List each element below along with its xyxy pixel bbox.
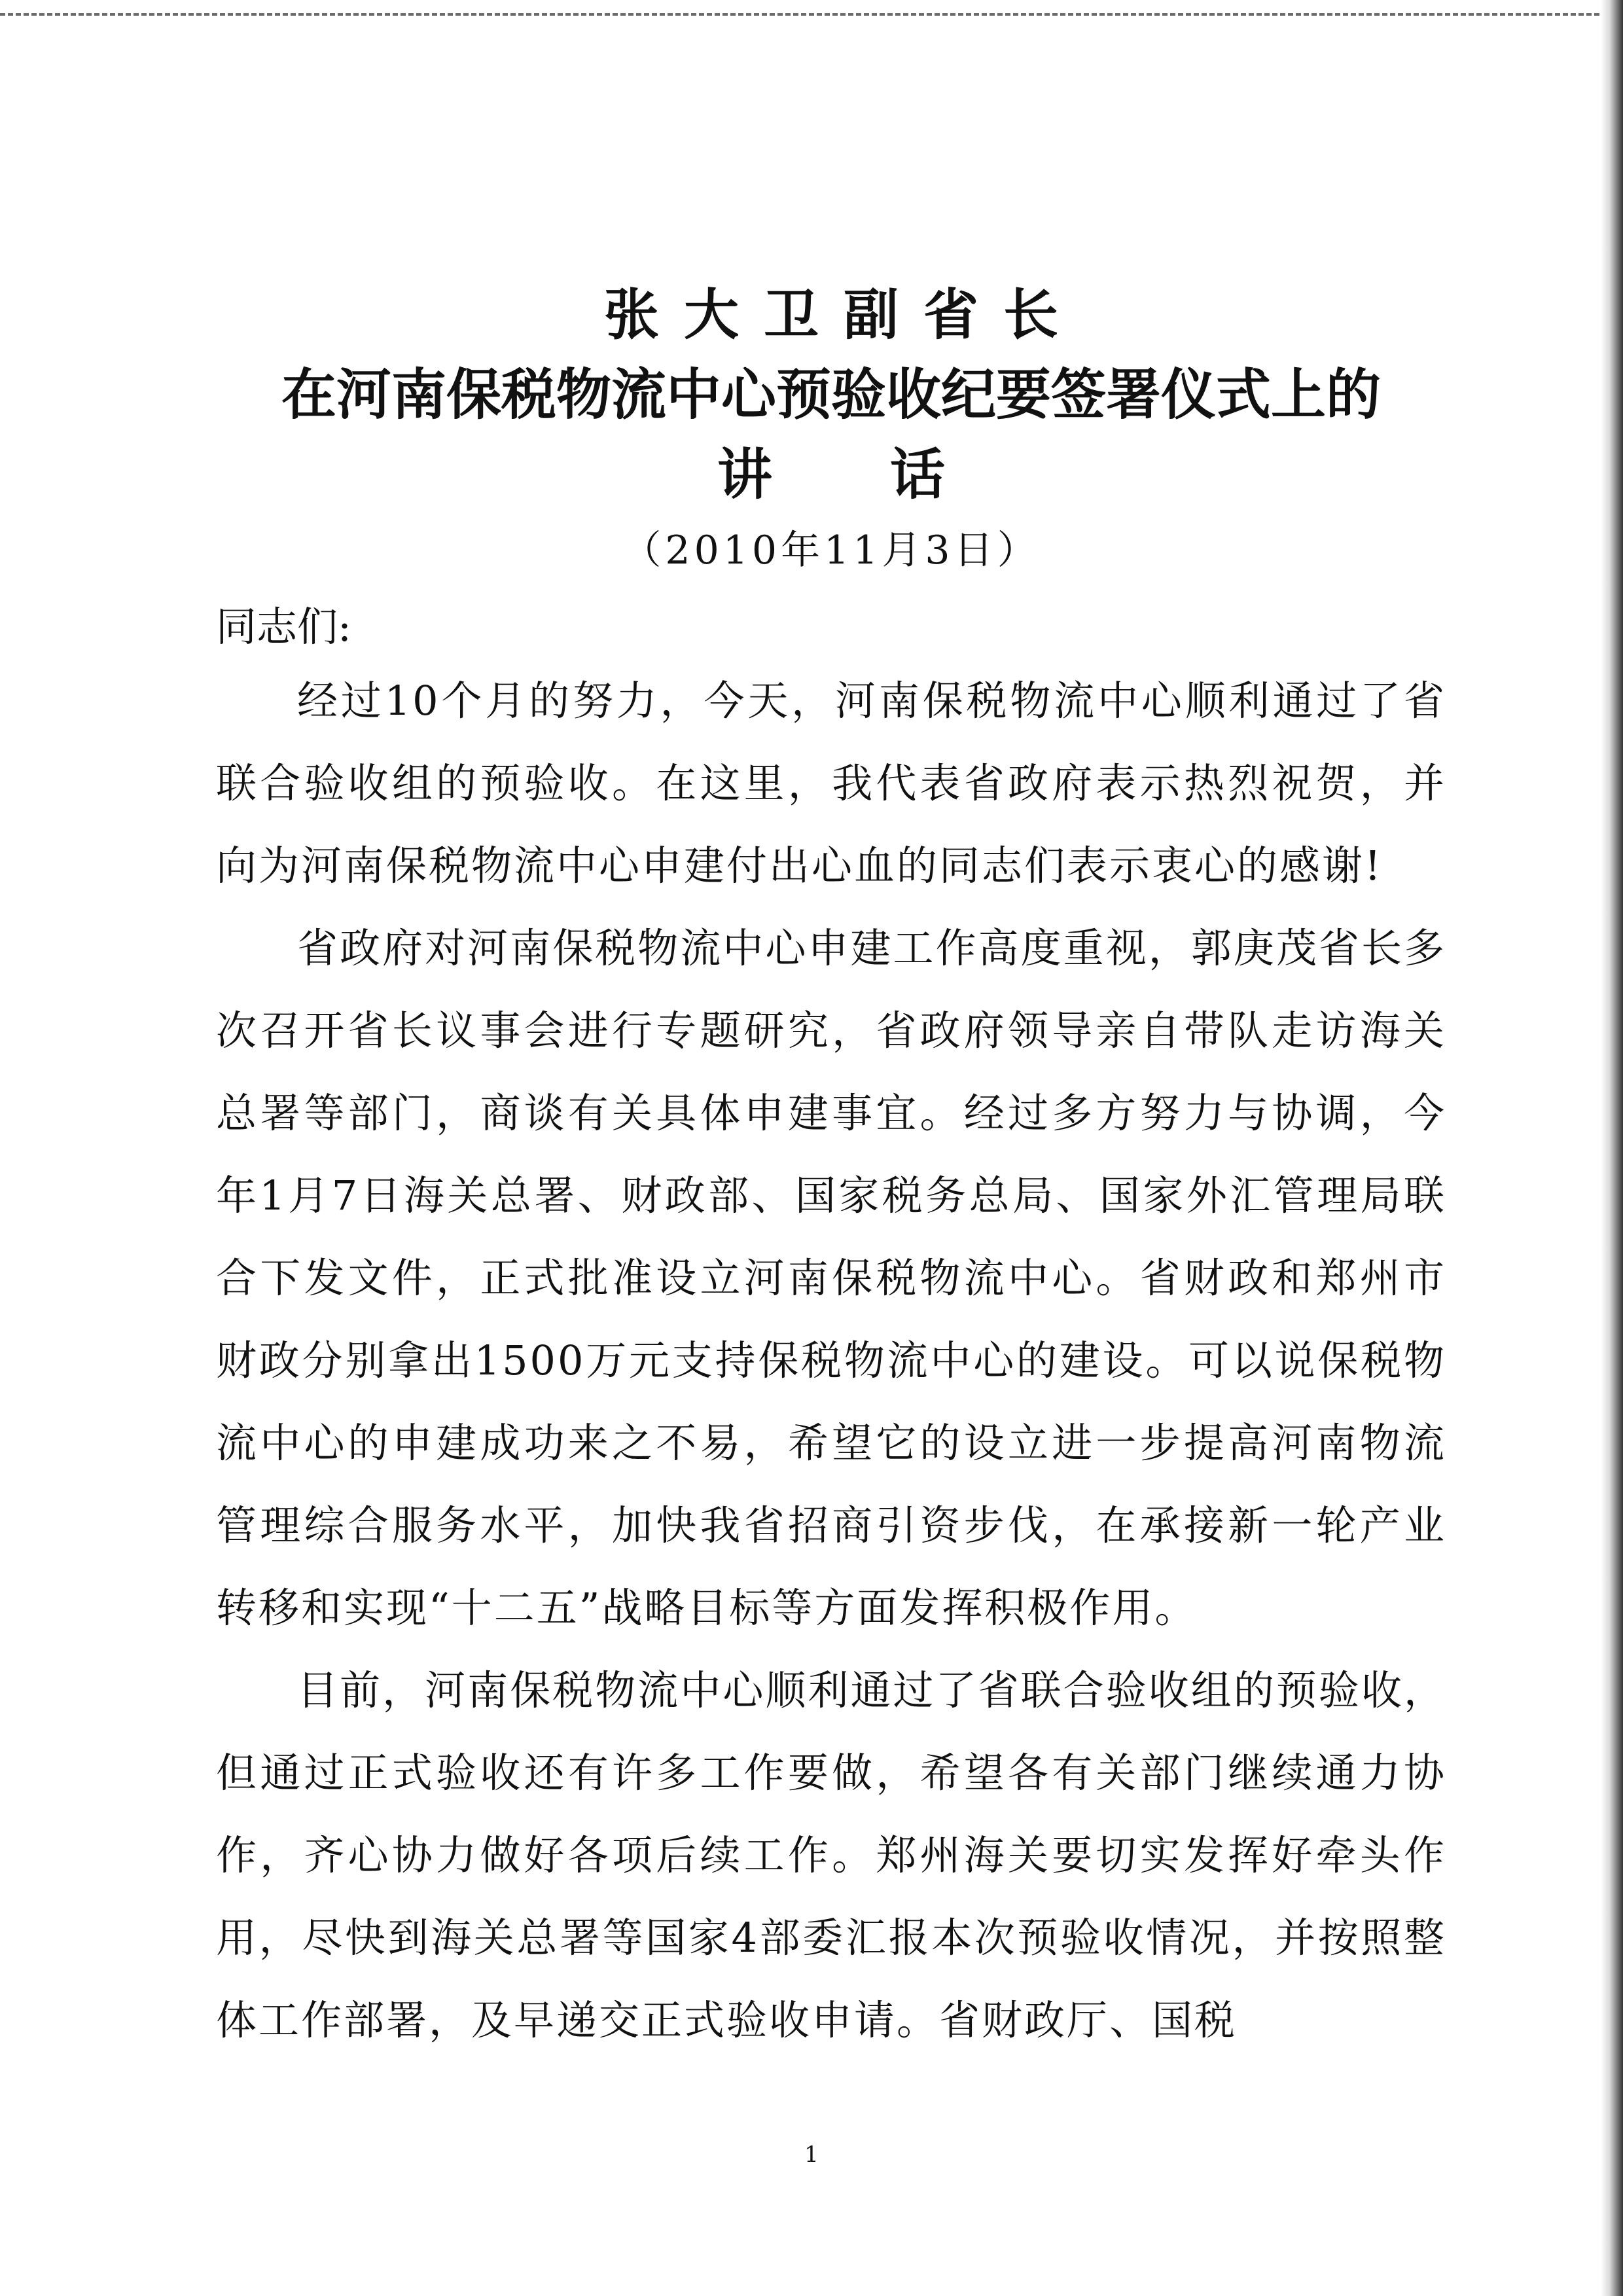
document-page xyxy=(216,275,1446,2062)
salutation: 同志们: xyxy=(216,603,351,651)
scan-border-line xyxy=(0,13,1623,16)
scan-shadow-edge xyxy=(1601,0,1623,2296)
title-speaker: 张大卫副省长 xyxy=(603,283,1083,347)
paragraph-3: 目前，河南保税物流中心顺利通过了省联合验收组的预验收，但通过正式验收还有许多工作要做，希望各有关部门继续通力协作，齐心协力做好各项后续工作。郑州海关要切实发挥好牵头作用，尽快到海关总署等国家4部委汇报本次预验收情况，并按照整体工作部署，及早递交正式验收申请。省财政厅、国税 xyxy=(216,1666,1446,2044)
title-speech: 讲话 xyxy=(717,442,1063,507)
paragraph-2: 省政府对河南保税物流中心申建工作高度重视，郭庚茂省长多次召开省长议事会进行专题研究，省政府领导亲自带队走访海关总署等部门，商谈有关具体申建事宜。经过多方努力与协调，今年1月7日海关总署、财政部、国家税务总局、国家外汇管理局联合下发文件，正式批准设立河南保税物流中心。省财政和郑州市财政分别拿出1500万元支持保税物流中心的建设。可以说保税物流中心的申建成功来之不易，希望它的设立进一步提高河南物流管理综合服务水平，加快我省招商引资步伐，在承接新一轮产业转移和实现“十二五”战略目标等方面发挥积极作用。 xyxy=(216,924,1446,1632)
paragraph-1: 经过10个月的努力，今天，河南保税物流中心顺利通过了省联合验收组的预验收。在这里，我代表省政府表示热烈祝贺，并向为河南保税物流中心申建付出心血的同志们表示衷心的感谢! xyxy=(216,677,1446,889)
title-occasion: 在河南保税物流中心预验收纪要签署仪式上的 xyxy=(281,363,1381,427)
speech-date: （2010年11月3日） xyxy=(622,528,1041,573)
page-number: 1 xyxy=(804,2142,819,2168)
